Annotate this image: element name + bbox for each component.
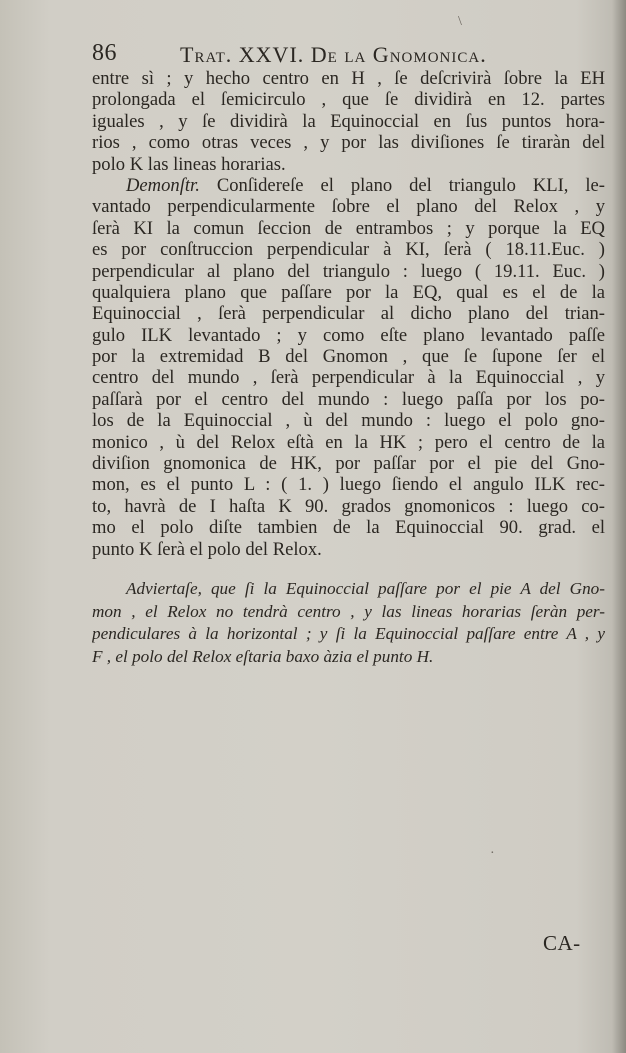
- running-title: Trat. XXVI. De la Gnomonica.: [180, 42, 487, 67]
- text-line: punto K ſerà el polo del Relox.: [92, 538, 322, 560]
- text-line: por la extremidad B del Gnomon , que ſe ſupone ſer el: [92, 346, 605, 368]
- page-number: 86: [92, 40, 117, 66]
- text-line: perpendicular al plano del triangulo : luego ( 19.11. Euc. ): [92, 260, 605, 282]
- text-line: diviſion gnomonica de HK, por paſſar por el pie del Gno-: [92, 453, 605, 475]
- paragraph-2: [92, 175, 605, 560]
- text-line: rios , como otras veces , y por las diviſiones ſe tiraràn del: [92, 132, 605, 154]
- text-line: to, havrà de I haſta K 90. grados gnomonicos : luego co-: [92, 495, 605, 517]
- text-line: Equinoccial , ſerà perpendicular al dicho plano del trian-: [92, 303, 605, 325]
- page-header: [92, 40, 532, 70]
- italic-line: Adviertaſe, que ſi la Equinoccial paſſare por el pie A del Gno-: [126, 579, 605, 598]
- text-line: entre sì ; y hecho centro en H , ſe deſcrivirà ſobre la EH: [92, 68, 605, 89]
- speck-mark: ·: [490, 846, 495, 861]
- text-line: Demonſtr. Conſidereſe el plano del triangulo KLI, le-: [126, 174, 605, 196]
- text-line: paſſarà por el centro del mundo : luego paſſa por los po-: [92, 388, 605, 410]
- text-line: ſerà KI la comun ſeccion de entrambos ; y porque la EQ: [92, 217, 605, 239]
- paragraph-1: [92, 68, 605, 175]
- paragraph-3-note: [92, 578, 605, 668]
- demonstration-lead: Demonſtr.: [126, 174, 200, 196]
- italic-line: mon , el Relox no tendrà centro , y las lineas horarias ſeràn per-: [92, 601, 605, 621]
- catchword: CA-: [543, 931, 581, 955]
- text-line: mo el polo diſte tambien de la Equinoccial 90. grad. el: [92, 517, 605, 539]
- speck-mark: \: [458, 14, 462, 29]
- text-line: vantado perpendicularmente ſobre el plano del Relox , y: [92, 196, 605, 218]
- text-line: polo K las lineas horarias.: [92, 153, 286, 175]
- text-line: qualquiera plano que paſſare por la EQ, qual es el de la: [92, 281, 605, 303]
- text-line: monico , ù del Relox eſtà en la HK ; pero el centro de la: [92, 431, 605, 453]
- text-line: prolongada el ſemicirculo , que ſe dividirà en 12. partes: [92, 89, 605, 111]
- main-text: [92, 68, 605, 560]
- text-line: es por conſtruccion perpendicular à KI, ſerà ( 18.11.Euc. ): [92, 239, 605, 261]
- italic-line: pendiculares à la horizontal ; y ſi la Equinoccial paſſare entre A , y: [92, 624, 605, 644]
- text-line: gulo ILK levantado ; y como eſte plano levantado paſſe: [92, 324, 605, 346]
- text-line: mon, es el punto L : ( 1. ) luego ſiendo el angulo ILK rec-: [92, 474, 605, 496]
- text-line: centro del mundo , ſerà perpendicular à la Equinoccial , y: [92, 367, 605, 389]
- italic-line: F , el polo del Relox eſtaria baxo àzia el punto H.: [92, 646, 434, 666]
- text-line: los de la Equinoccial , ù del mundo : luego el polo gno-: [92, 410, 605, 432]
- text-line: iguales , y ſe dividirà la Equinoccial en ſus puntos hora-: [92, 110, 605, 132]
